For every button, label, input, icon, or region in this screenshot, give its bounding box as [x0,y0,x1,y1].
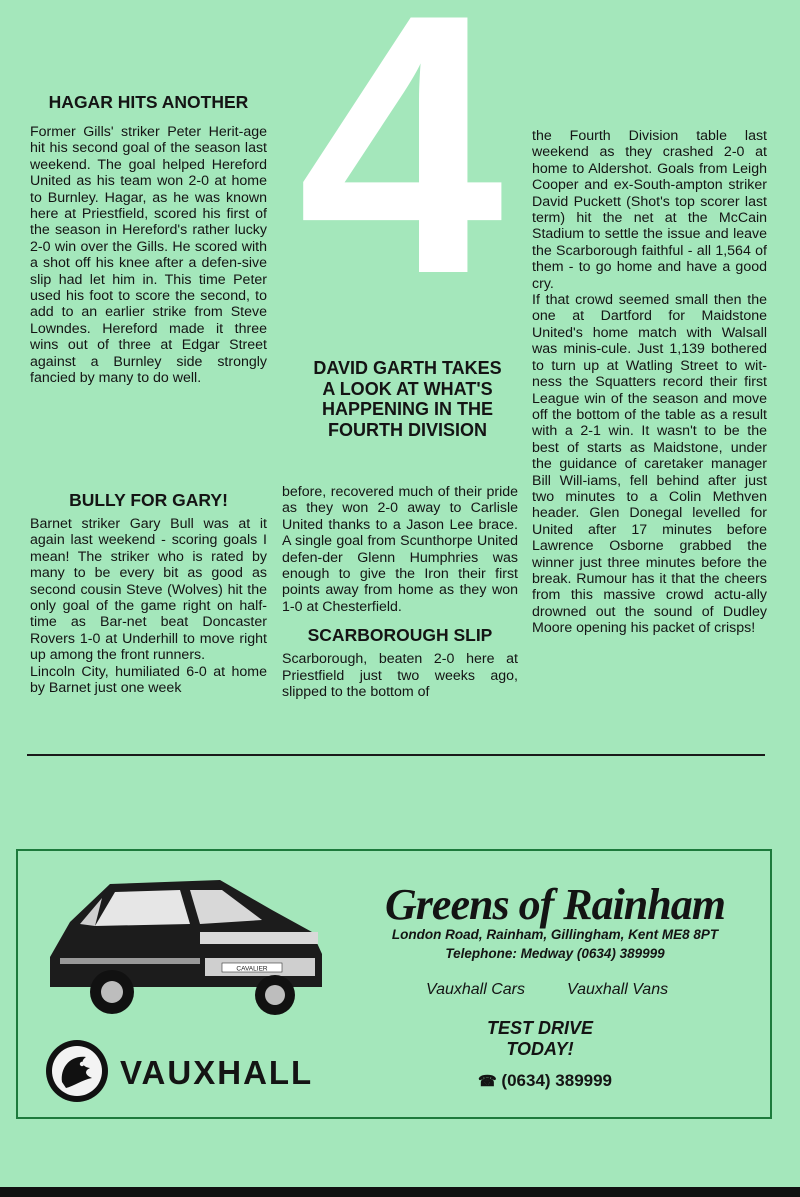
article-col2 [282,484,518,700]
scarborough-text: Scarborough, beaten 2-0 here at Priestfield just two weeks ago, slipped to the bottom of [282,651,518,701]
phone-text: (0634) 389999 [501,1071,613,1090]
hagar-heading: HAGAR HITS ANOTHER [48,92,249,112]
intro-heading-line: A LOOK AT WHAT'S [322,378,493,399]
vauxhall-griffin-icon [44,1038,110,1104]
intro-heading-line: FOURTH DIVISION [327,419,487,440]
bully-text: Barnet striker Gary Bull was at it again last weekend - scoring goals I mean! The striker who is rated by many to be every bit as good as second cousin Steve (Wolves) hit the only goal of the game right on half-time as Bar-net beat Doncaster Rovers 1-0 at Underhill to move right up among the front runners. [30,516,267,664]
car-illustration [40,862,330,1022]
cta-line: TODAY! [506,1039,574,1059]
article-bully [30,490,267,696]
intro-heading-line: DAVID GARTH TAKES [313,358,502,378]
scarborough-heading: SCARBOROUGH SLIP [307,625,493,646]
maidstone-text: If that crowd seemed small then the one at Dartford for Maidstone United's home match with Walsall was minis-cule. Just 1,139 bothered to turn up at Watling Street to wit-ness the Squatters record their first League win of the season and move off the bottom of the table as a result with a 2-1 win. It wasn't to be the best of starts as Maidstone, under the guidance of caretaker manager Bill Will-iams, fell behind after just two minutes to a Colin Methven header. Glen Donegal levelled for United after 17 minutes before Lawrence Osborne grabbed the winner just three minutes before the break. Rumour has it that the cheers from this massive crowd actu-ally drowned out the sound of Dudley Moore opening his packet of crisps! [532,292,767,637]
cta-line: TEST DRIVE [486,1018,593,1038]
vauxhall-cars: Vauxhall Cars [426,981,526,998]
dealer-name: Greens of Rainham [385,880,725,929]
scarborough-continued-text: the Fourth Division table last weekend as they crashed 2-0 at home to Aldershot. Goals from Leigh Cooper and ex-South-ampton striker David Puckett (Shot's top scorer last term) hit the net at the McCain Stadium to settle the issue and leave the Scarborough faithful - all 1,564 of them - to go home and have a good cry. [532,128,767,292]
article-hagar [30,92,267,387]
bully-heading: BULLY FOR GARY! [69,490,228,510]
dealer-telephone: Telephone: Medway (0634) 389999 [445,946,665,961]
intro-heading [290,358,525,440]
car-model-badge: CAVALIER [236,965,268,973]
article-col3 [532,128,767,637]
brand-wordmark: VAUXHALL [120,1054,314,1091]
lincoln-text: Lincoln City, humiliated 6-0 at home by Barnet just one week [30,663,267,697]
test-drive-cta [470,1018,610,1060]
vauxhall-vans: Vauxhall Vans [567,981,669,998]
continuation-text: before, recovered much of their pride as they won 2-0 away to Carlisle United thanks to a Jason Lee brace. A single goal from Scunthorpe United defen-der Glenn Humphries was enough to give the Iron their first points away from home as they won 1-0 at Chesterfield. [282,484,518,615]
divider [27,754,765,756]
page-edge [0,1187,800,1197]
phone-number [478,1071,612,1092]
intro-heading-line: HAPPENING IN THE [321,399,494,419]
telephone-icon: ☎ [478,1073,497,1090]
dealer-address: London Road, Rainham, Gillingham, Kent ME8 8PT [391,927,719,942]
hagar-text: Former Gills' striker Peter Herit-age hit his second goal of the season last weekend. The goal helped Hereford United as his team won 2-0 at home to Burnley. Hagar, as he was known here at Priestfield, scored his first of the season in Hereford's rather lucky 2-0 win over the Gills. He scored with a shot off his knee after a defen-sive slip had let him in. This time Peter used his foot to score the second, to add to an earlier strike from Steve Lowndes. Hereford made it three wins out of three at Edgar Street against a Burnley side strongly fancied by many to do well. [30,124,267,387]
headline-number: 4 [297,0,504,290]
